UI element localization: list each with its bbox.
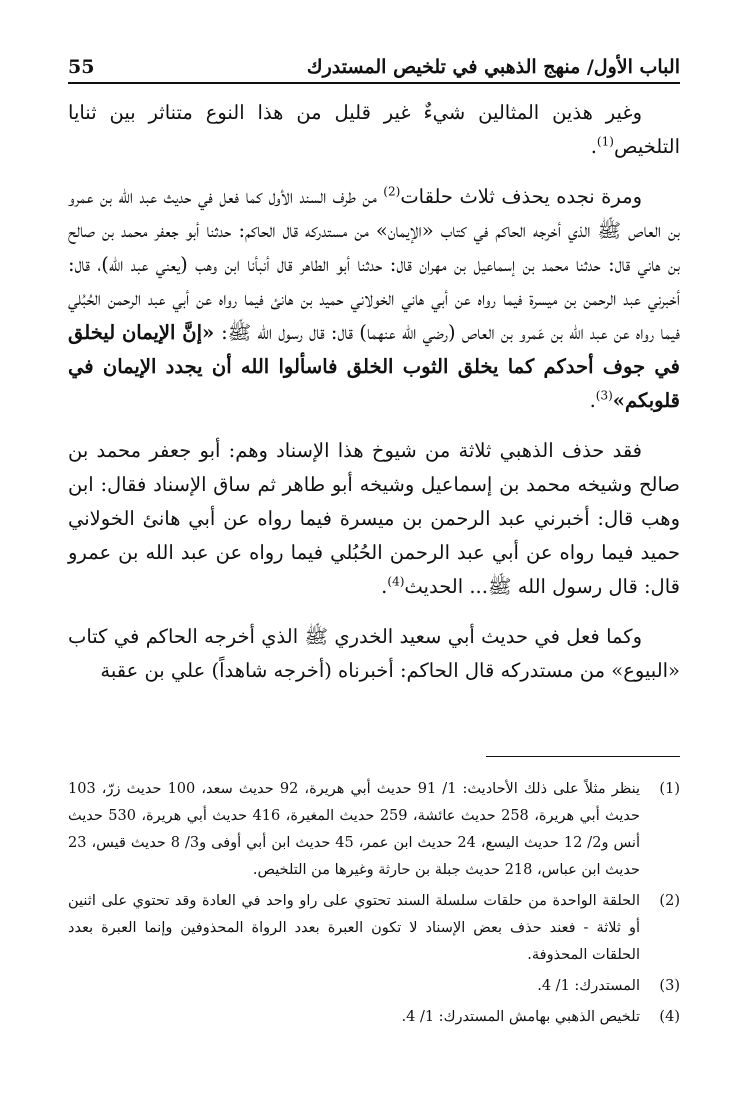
footnote-text: ينظر مثلاً على ذلك الأحاديث: 1/ 91 حديث أبي هريرة، 92 حديث سعد، 100 حديث زرّ، 103 حديث أبي هريرة، 258 حديث عائشة، 259 حديث المغيرة، 416 حديث أبي هريرة، 530 حديث أنس و2/ 12 حديث اليسع، 24 حديث ابن عمر، 45 حديث ابن أبي أوفى و3/ 8 حديث قيس، 23 حديث ابن عباس، 218 حديث جبلة بن حارثة وغيرها من التلخيص. [68,781,640,878]
footnote-number: (4) [659,1009,680,1025]
footnote-separator [486,756,680,757]
footnote-text: المستدرك: 1/ 4. [537,978,640,994]
footnotes [68,776,680,1035]
footnote-ref: (2) [383,184,401,199]
paragraph-4 [68,620,680,688]
main-text [68,96,680,704]
footnote [68,1004,680,1031]
paragraph-text: وغير هذين المثالين شيءٌ غير قليل من هذا النوع متناثر بين ثنايا التلخيص [68,101,680,158]
paragraph-end: . [381,575,388,598]
running-header [68,44,680,84]
footnote-number: (3) [659,978,680,994]
paragraph-text: ومرة نجده يحذف ثلاث حلقات [400,185,642,208]
footnote-text: الحلقة الواحدة من حلقات سلسلة السند تحتوي على راو واحد في العادة وقد تحتوي على اثنين أو ثلاثة - فعند حذف بعض الإسناد لا تكون العبرة بعدد الرواة المحذوفين وإنما العبرة بعدد الحلقات المحذوفة. [68,893,640,963]
footnote-ref: (3) [595,388,613,403]
footnote-number: (1) [659,781,680,797]
footnote-ref: (1) [596,134,614,149]
footnote-number: (2) [659,893,680,909]
footnote [68,888,680,969]
paragraph-text-continued: من طرف السند الأول كما فعل في حديث عبد الله بن عمرو بن العاص ﷺ الذي أخرجه الحاكم في كتاب «الإيمان» من مستدركه قال الحاكم: حدثنا أبو جعفر محمد بن صالح بن هاني قال: حدثنا محمد بن إسماعيل بن مهران قال: حدثنا أبو الطاهر قال أنبأنا ابن وهب (يعني عبد الله)، قال: أخبرني عبد الرحمن بن ميسرة فيما رواه عن أبي هاني الخولاني حميد بن هانئ فيما رواه عن أبي عبد الرحمن الحُبُلي فيما رواه عن عبد الله بن عَمرو بن العاص (رضي الله عنهما) قال: قال رسول الله ﷺ: [68,185,680,344]
footnote-ref: (4) [387,574,405,589]
footnote-text: تلخيص الذهبي بهامش المستدرك: 1/ 4. [401,1009,640,1025]
paragraph-text: فقد حذف الذهبي ثلاثة من شيوخ هذا الإسناد وهم: أبو جعفر محمد بن صالح وشيخه محمد بن إسماعيل وشيخه أبو طاهر ثم ساق الإسناد فقال: ابن وهب قال: أخبرني عبد الرحمن بن ميسرة فيما رواه عن أبي هانئ الخولاني حميد فيما رواه عن أبي عبد الرحمن الحُبُلي فيما رواه عن عبد الله بن عمرو قال: قال رسول الله ﷺ... الحديث [68,439,680,598]
footnote [68,776,680,884]
paragraph-end: . [589,389,596,412]
paragraph-end: . [590,135,597,158]
page-number: 55 [68,56,95,78]
footnote [68,973,680,1000]
paragraph-2 [68,180,680,418]
paragraph-1 [68,96,680,164]
paragraph-3 [68,434,680,604]
hadith-quote: «إنَّ الإيمان ليخلق في جوف أحدكم كما يخلق الثوب الخلق فاسألوا الله أن يجدد الإيمان في قلوبكم» [68,321,680,412]
chapter-title: الباب الأول/ منهج الذهبي في تلخيص المستدرك [306,56,680,78]
paragraph-text: وكما فعل في حديث أبي سعيد الخدري ﷺ الذي أخرجه الحاكم في كتاب «البيوع» من مستدركه قال الحاكم: أخبرناه (أخرجه شاهداً) علي بن عقبة [68,625,680,682]
